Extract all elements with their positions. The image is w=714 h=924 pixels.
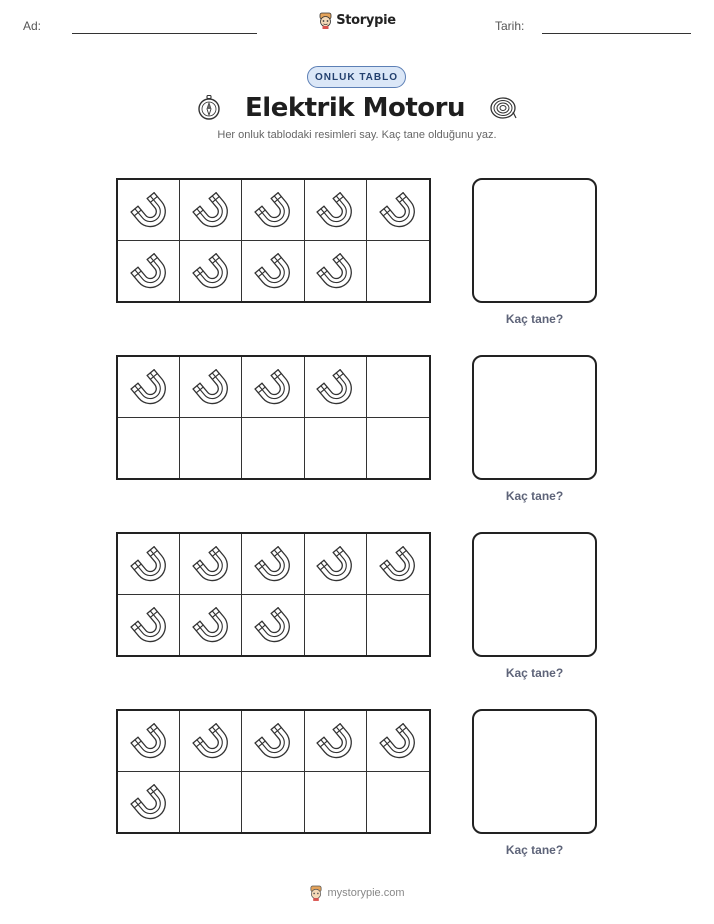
- horseshoe-magnet-icon: [129, 605, 169, 645]
- horseshoe-magnet-icon: [191, 544, 231, 584]
- ten-frame-cell: [242, 180, 304, 241]
- horseshoe-magnet-icon: [191, 190, 231, 230]
- ten-frame-cell: [180, 534, 242, 595]
- answer-box[interactable]: [472, 178, 597, 303]
- answer-label: Kaç tane?: [505, 312, 564, 326]
- ten-frame: [116, 532, 431, 657]
- horseshoe-magnet-icon: [253, 367, 293, 407]
- answer-box[interactable]: [472, 532, 597, 657]
- ten-frame-cell: [367, 357, 429, 418]
- horseshoe-magnet-icon: [378, 190, 418, 230]
- horseshoe-magnet-icon: [129, 251, 169, 291]
- horseshoe-magnet-icon: [129, 544, 169, 584]
- worksheet-type-badge: ONLUK TABLO: [307, 66, 406, 88]
- ten-frame-cell: [242, 595, 304, 656]
- horseshoe-magnet-icon: [129, 721, 169, 761]
- answer-label: Kaç tane?: [505, 843, 564, 857]
- horseshoe-magnet-icon: [191, 721, 231, 761]
- horseshoe-magnet-icon: [253, 544, 293, 584]
- ten-frame-cell: [305, 711, 367, 772]
- copper-coil-icon: [489, 95, 517, 121]
- horseshoe-magnet-icon: [253, 251, 293, 291]
- horseshoe-magnet-icon: [129, 190, 169, 230]
- horseshoe-magnet-icon: [191, 605, 231, 645]
- ten-frame-cell: [305, 595, 367, 656]
- ten-frame-cell: [242, 357, 304, 418]
- ten-frame-cell: [118, 711, 180, 772]
- ten-frame-cell: [180, 711, 242, 772]
- horseshoe-magnet-icon: [253, 721, 293, 761]
- storypie-logo-icon: [318, 12, 333, 29]
- ten-frame-cell: [118, 595, 180, 656]
- ten-frame-cell: [305, 180, 367, 241]
- ten-frame-cell: [118, 180, 180, 241]
- brand-name: Storypie: [336, 13, 396, 28]
- brand: [0, 12, 714, 29]
- ten-frame: [116, 709, 431, 834]
- ten-frame-cell: [180, 595, 242, 656]
- horseshoe-magnet-icon: [378, 721, 418, 761]
- answer-label: Kaç tane?: [505, 489, 564, 503]
- ten-frame-cell: [180, 180, 242, 241]
- name-label: Ad:: [23, 19, 42, 33]
- ten-frame-cell: [118, 241, 180, 302]
- date-label: Tarih:: [495, 19, 525, 33]
- ten-frame-cell: [305, 534, 367, 595]
- horseshoe-magnet-icon: [315, 721, 355, 761]
- storypie-logo-icon: [309, 885, 323, 901]
- ten-frame-cell: [367, 772, 429, 833]
- horseshoe-magnet-icon: [191, 367, 231, 407]
- ten-frame-cell: [180, 418, 242, 479]
- ten-frame: [116, 355, 431, 480]
- ten-frame-cell: [367, 595, 429, 656]
- ten-frame-cell: [305, 357, 367, 418]
- horseshoe-magnet-icon: [315, 251, 355, 291]
- horseshoe-magnet-icon: [253, 190, 293, 230]
- ten-frame-cell: [367, 241, 429, 302]
- ten-frame-cell: [367, 418, 429, 479]
- horseshoe-magnet-icon: [315, 190, 355, 230]
- compass-icon: [197, 95, 221, 121]
- ten-frame-cell: [242, 711, 304, 772]
- ten-frame-cell: [242, 534, 304, 595]
- horseshoe-magnet-icon: [253, 605, 293, 645]
- horseshoe-magnet-icon: [191, 251, 231, 291]
- footer: [0, 885, 714, 901]
- horseshoe-magnet-icon: [315, 367, 355, 407]
- footer-url: mystorypie.com: [327, 887, 405, 899]
- answer-label: Kaç tane?: [505, 666, 564, 680]
- title-row: [0, 88, 714, 128]
- ten-frame-cell: [305, 241, 367, 302]
- name-line[interactable]: [72, 33, 257, 34]
- ten-frame-cell: [242, 241, 304, 302]
- horseshoe-magnet-icon: [378, 544, 418, 584]
- instructions: Her onluk tablodaki resimleri say. Kaç tane olduğunu yaz.: [217, 129, 497, 141]
- ten-frame-cell: [180, 357, 242, 418]
- ten-frame-cell: [118, 418, 180, 479]
- horseshoe-magnet-icon: [129, 367, 169, 407]
- horseshoe-magnet-icon: [315, 544, 355, 584]
- ten-frame-cell: [242, 772, 304, 833]
- ten-frame-cell: [118, 772, 180, 833]
- ten-frame-cell: [242, 418, 304, 479]
- horseshoe-magnet-icon: [129, 782, 169, 822]
- ten-frame-cell: [367, 711, 429, 772]
- ten-frame-cell: [118, 357, 180, 418]
- ten-frame-cell: [305, 772, 367, 833]
- answer-box[interactable]: [472, 355, 597, 480]
- page-title: Elektrik Motoru: [245, 93, 465, 123]
- ten-frame: [116, 178, 431, 303]
- ten-frame-cell: [118, 534, 180, 595]
- ten-frame-cell: [180, 772, 242, 833]
- ten-frame-cell: [180, 241, 242, 302]
- ten-frame-cell: [305, 418, 367, 479]
- ten-frame-cell: [367, 534, 429, 595]
- answer-box[interactable]: [472, 709, 597, 834]
- ten-frame-cell: [367, 180, 429, 241]
- date-line[interactable]: [542, 33, 691, 34]
